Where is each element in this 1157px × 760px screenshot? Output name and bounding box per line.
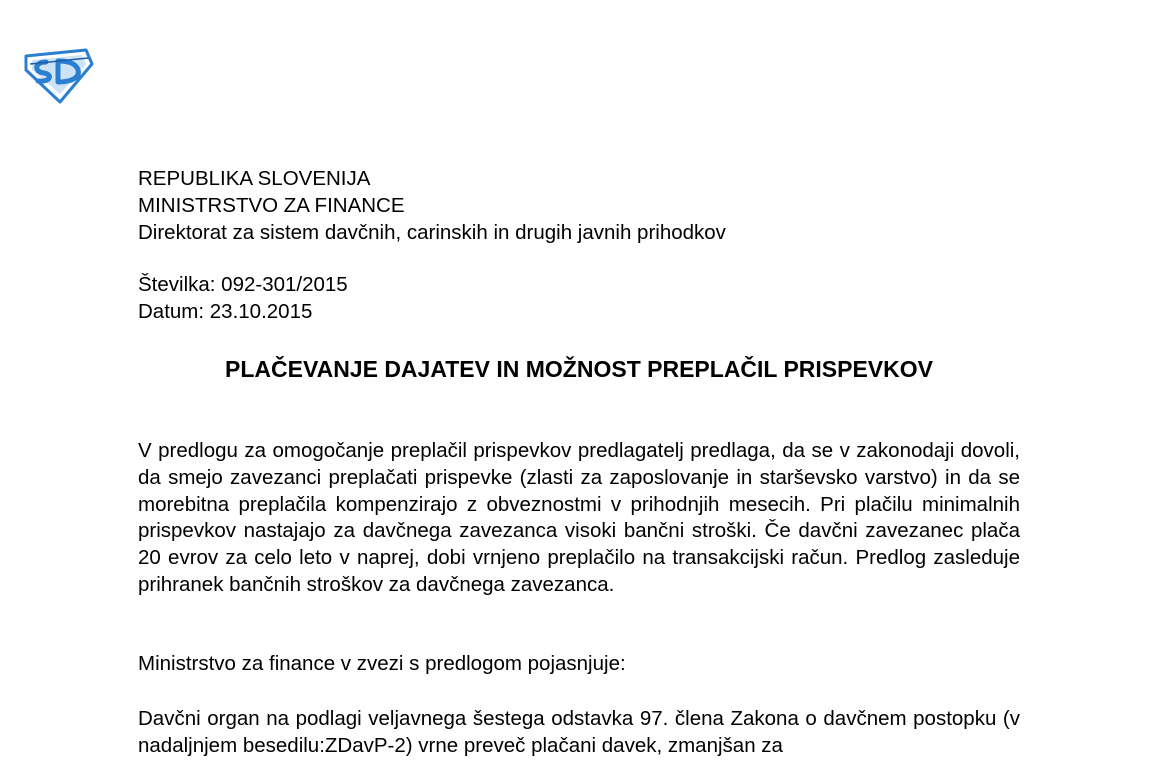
directorate-name: Direktorat za sistem davčnih, carinskih in drugih javnih prihodkov	[138, 221, 726, 244]
letterhead	[138, 165, 1020, 246]
country-name: REPUBLIKA SLOVENIJA	[138, 167, 371, 190]
document-reference	[138, 271, 1020, 325]
shield-sd-logo-icon	[22, 48, 96, 104]
logo	[22, 48, 96, 104]
ministry-name: MINISTRSTVO ZA FINANCE	[138, 194, 405, 217]
document-date: Datum: 23.10.2015	[138, 300, 313, 323]
document-title: PLAČEVANJE DAJATEV IN MOŽNOST PREPLAČIL PRISPEVKOV	[225, 356, 933, 382]
body-paragraph-3: Davčni organ na podlagi veljavnega šestega odstavka 97. člena Zakona o davčnem postopku (v nadaljnjem besedilu:ZDavP-2) vrne preveč plačani davek, zmanjšan za	[138, 707, 1020, 757]
body-paragraph-1: V predlogu za omogočanje preplačil prispevkov predlagatelj predlaga, da se v zakonodaji dovoli, da smejo zavezanci preplačati prispevke (zlasti za zaposlovanje in starševsko varstvo) in da se morebitna preplačila kompenzirajo z obveznostmi v prihodnjih mesecih. Pri plačilu minimalnih prispevkov nastajajo za davčnega zavezanca visoki bančni stroški. Če davčni zavezanec plača 20 evrov za celo leto v naprej, dobi vrnjeno preplačilo na transakcijski račun. Predlog zasleduje prihranek bančnih stroškov za davčnega zavezanca.	[138, 439, 1020, 596]
body-paragraph-2: Ministrstvo za finance v zvezi s predlogom pojasnjuje:	[138, 652, 626, 675]
document-number: Številka: 092-301/2015	[138, 273, 348, 296]
